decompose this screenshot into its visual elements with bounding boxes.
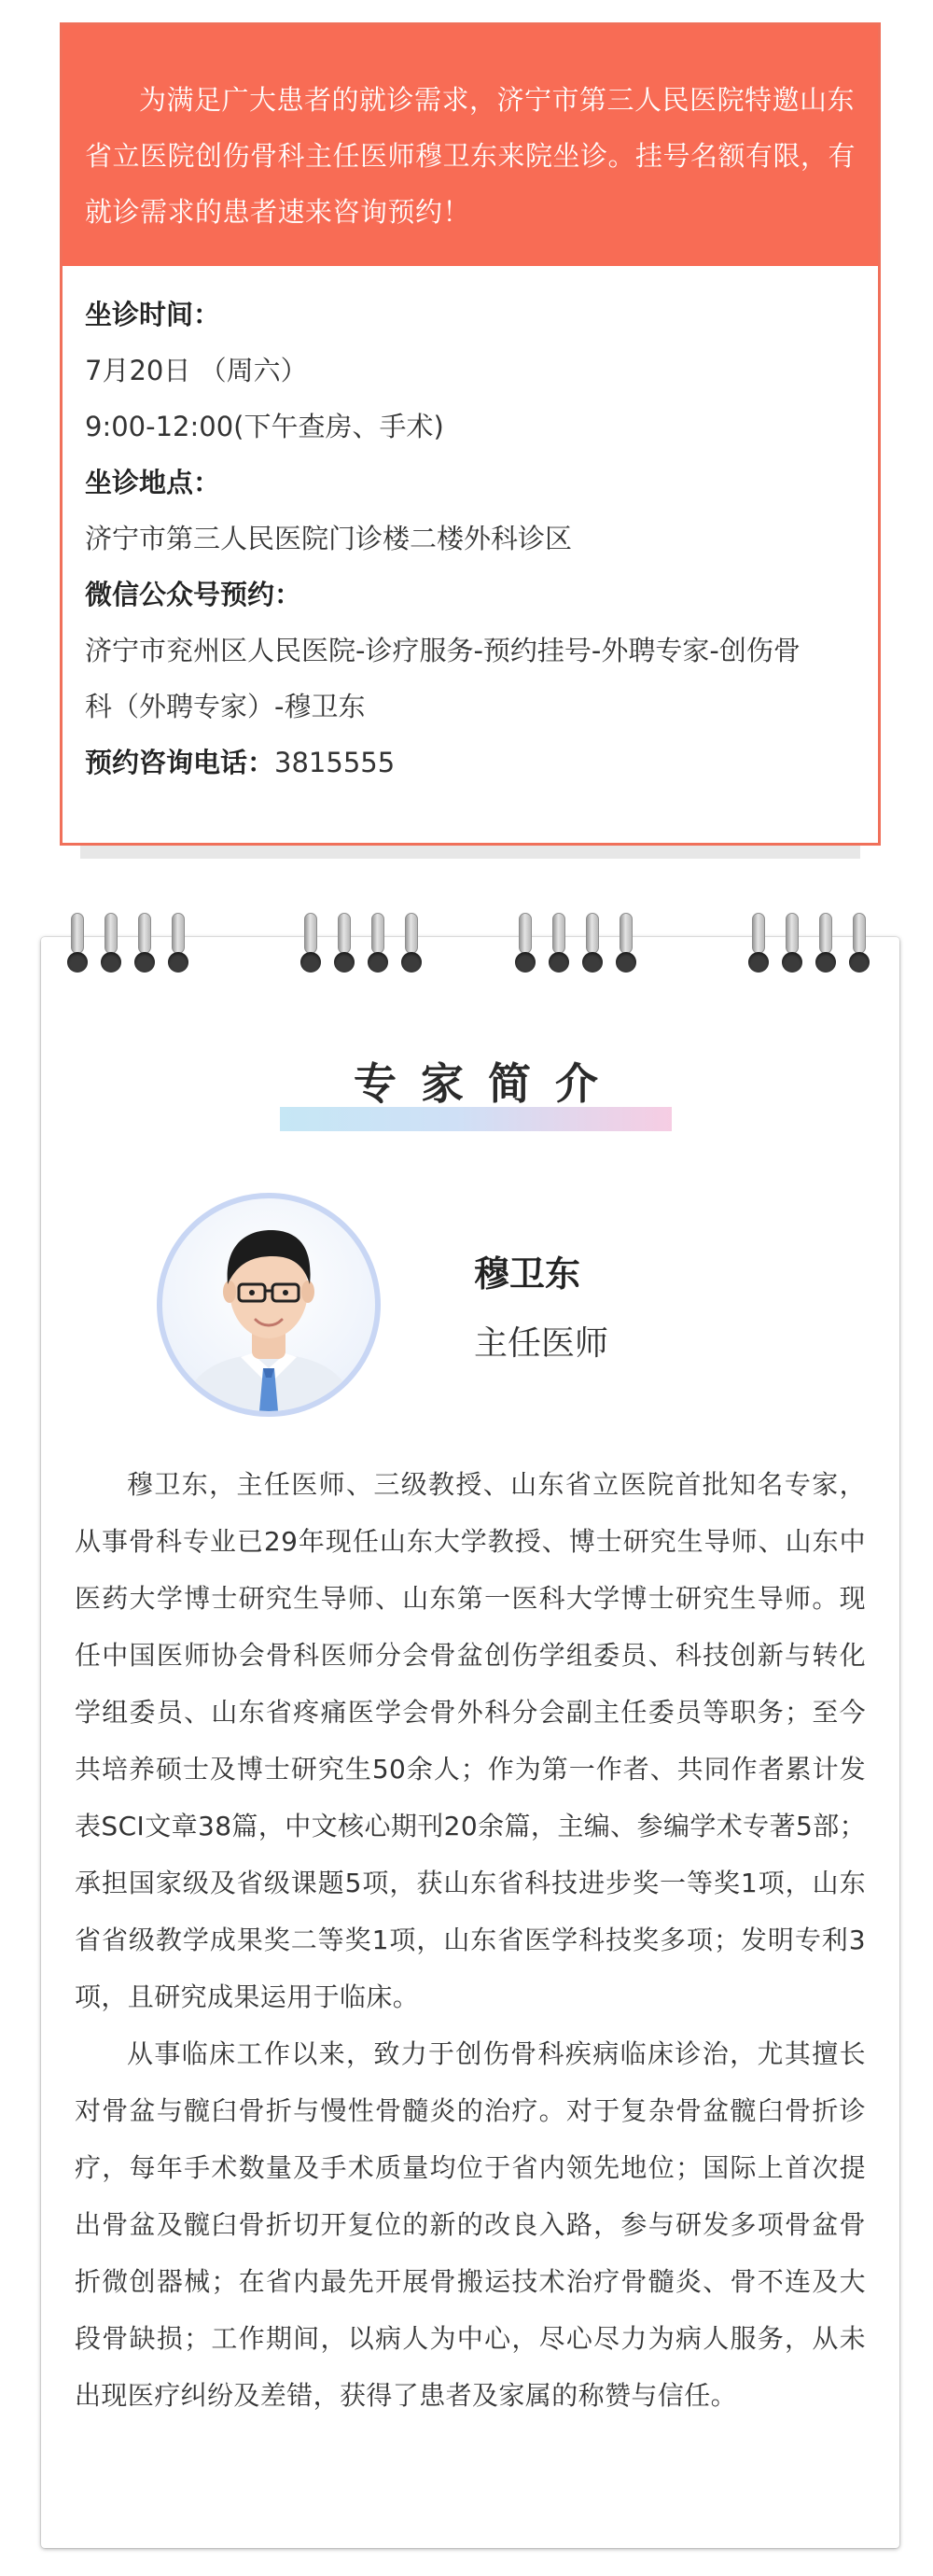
wechat-booking-path-1: 济宁市兖州区人民医院-诊疗服务-预约挂号-外聘专家-创伤骨 xyxy=(85,635,801,666)
binder-ring-icon xyxy=(334,913,355,980)
binder-ring-icon xyxy=(401,913,422,980)
clinic-hours: 9:00-12:00(下午查房、手术) xyxy=(85,411,444,442)
booking-phone-line xyxy=(85,735,869,791)
binder-ring-icon xyxy=(300,913,321,980)
binder-ring-icon xyxy=(101,913,121,980)
expert-bio xyxy=(75,1456,866,2424)
notice-banner xyxy=(63,25,878,266)
binder-ring-icon xyxy=(168,913,188,980)
doctor-avatar xyxy=(157,1193,381,1417)
doctor-portrait-icon xyxy=(162,1198,375,1411)
section-title-text: 专家简介 xyxy=(354,1058,622,1109)
clinic-location-label: 坐诊地点： xyxy=(85,467,221,498)
section-title xyxy=(280,1051,672,1131)
binder-ring-icon xyxy=(515,913,536,980)
binder-ring-icon xyxy=(368,913,388,980)
binder-ring-icon xyxy=(616,913,636,980)
booking-phone-number[interactable]: 3815555 xyxy=(274,747,396,778)
bio-paragraph-2: 从事临床工作以来，致力于创伤骨科疾病临床诊治，尤其擅长对骨盆与髋臼骨折与慢性骨髓炎的治疗。对于复杂骨盆髋臼骨折诊疗，每年手术数量及手术质量均位于省内领先地位；国际上首次提出骨盆及髋臼骨折切开复位的新的改良入路，参与研发多项骨盆骨折微创器械；在省内最先开展骨搬运技术治疗骨髓炎、骨不连及大段骨缺损；工作期间，以病人为中心，尽心尽力为病人服务，从未出现医疗纠纷及差错，获得了患者及家属的称赞与信任。 xyxy=(75,2038,866,2411)
binder-ring-icon xyxy=(748,913,769,980)
binder-ring-icon xyxy=(815,913,836,980)
clinic-location: 济宁市第三人民医院门诊楼二楼外科诊区 xyxy=(85,523,573,554)
wechat-booking-label: 微信公众号预约： xyxy=(85,579,302,610)
bio-paragraph-1: 穆卫东，主任医师、三级教授、山东省立医院首批知名专家，从事骨科专业已29年现任山东大学教授、博士研究生导师、山东中医药大学博士研究生导师、山东第一医科大学博士研究生导师。现任中国医师协会骨科医师分会骨盆创伤学组委员、科技创新与转化学组委员、山东省疼痛医学会骨外科分会副主任委员等职务；至今共培养硕士及博士研究生50余人；作为第一作者、共同作者累计发表SCI文章38篇，中文核心期刊20余篇，主编、参编学术专著5部；承担国家级及省级课题5项，获山东省科技进步奖一等奖1项，山东省省级教学成果奖二等奖1项，山东省医学科技奖多项；发明专利3项，且研究成果运用于临床。 xyxy=(75,1469,866,2012)
booking-phone-label: 预约咨询电话： xyxy=(85,747,275,778)
notice-intro-text: 为满足广大患者的就诊需求，济宁市第三人民医院特邀山东省立医院创伤骨科主任医师穆卫东来院坐诊。挂号名额有限，有就诊需求的患者速来咨询预约！ xyxy=(85,84,856,228)
wechat-booking-path-2: 科（外聘专家）-穆卫东 xyxy=(85,691,366,722)
notice-details xyxy=(85,287,869,791)
notice-card xyxy=(60,22,881,846)
binder-ring-icon xyxy=(67,913,88,980)
notice-card-shadow xyxy=(80,846,860,859)
binder-ring-icon xyxy=(549,913,569,980)
expert-title: 主任医师 xyxy=(474,1324,609,1363)
binder-ring-icon xyxy=(582,913,603,980)
binder-ring-icon xyxy=(782,913,802,980)
binder-ring-icon xyxy=(134,913,155,980)
expert-name: 穆卫东 xyxy=(474,1253,581,1295)
clinic-time-label: 坐诊时间： xyxy=(85,299,221,330)
binder-ring-icon xyxy=(849,913,870,980)
clinic-date: 7月20日 （周六） xyxy=(85,355,308,386)
